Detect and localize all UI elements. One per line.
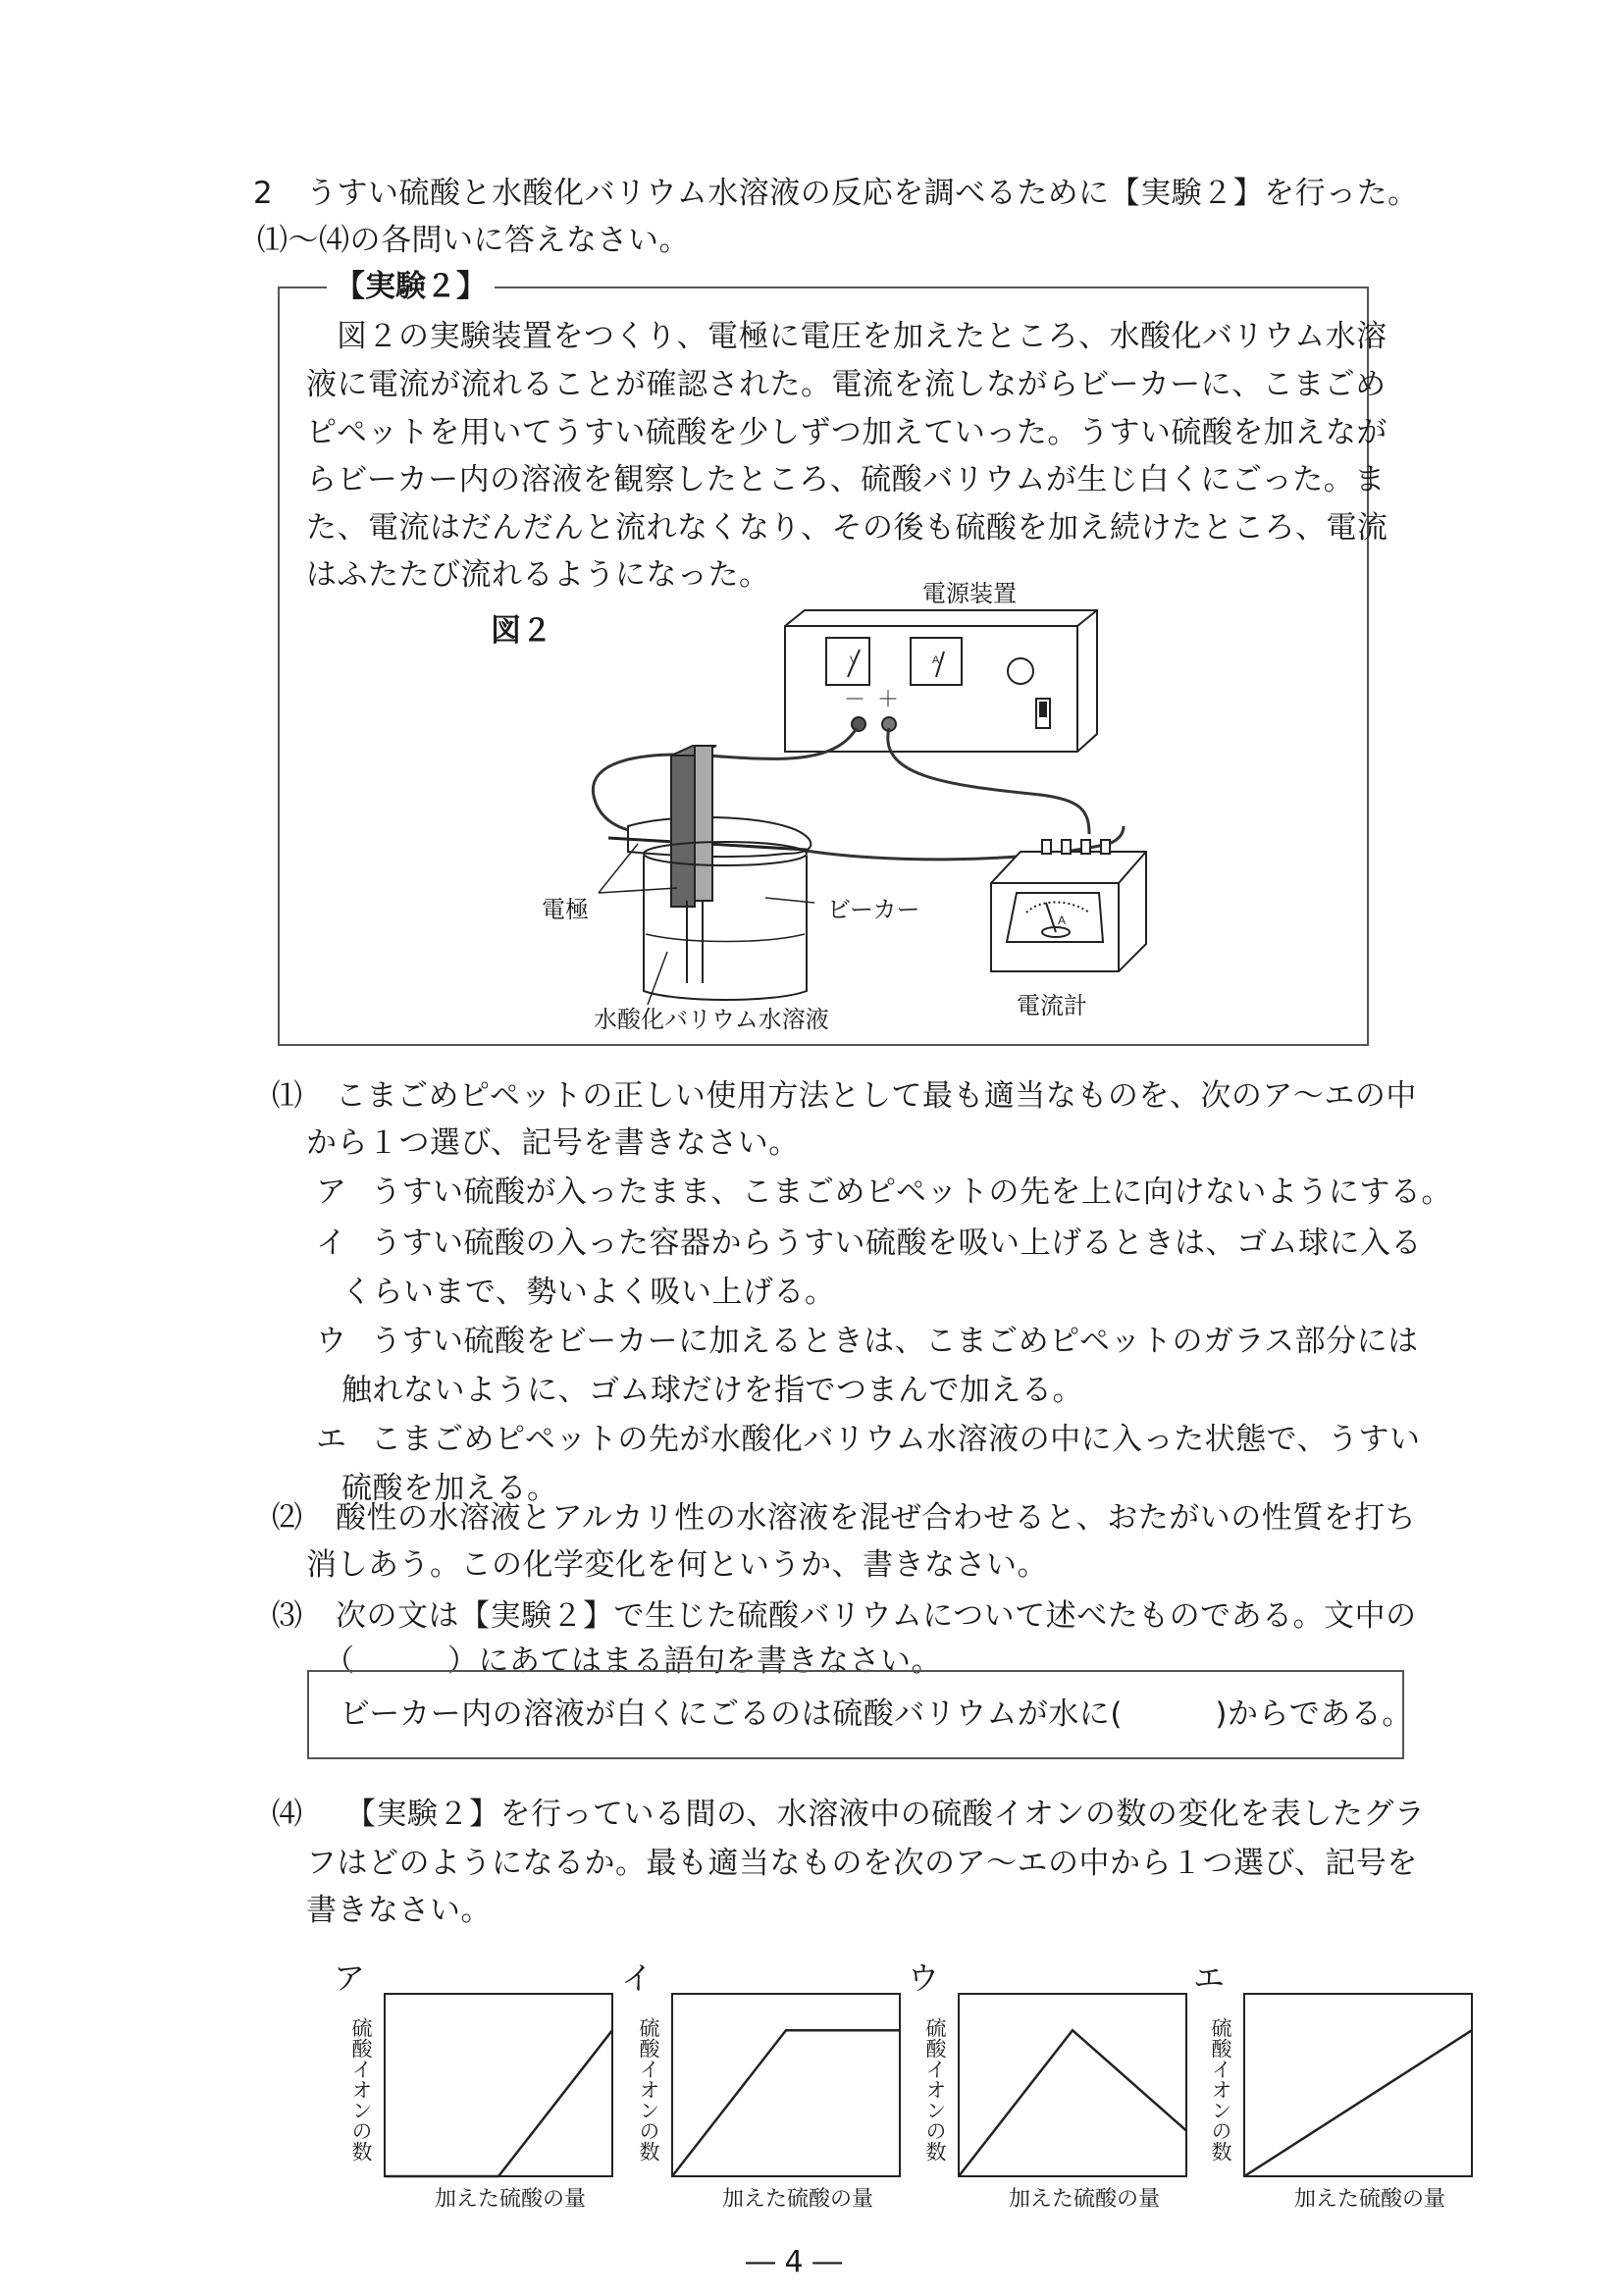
ammeter-a-glyph: A	[932, 654, 940, 666]
ammeter-dial-glyph: A	[1058, 913, 1067, 927]
graph-i-series-line	[672, 2030, 900, 2176]
experiment-line-5: た、電流はだんだんと流れなくなり、その後も硫酸を加え続けたところ、電流	[306, 510, 1388, 546]
q2-text-line1: 酸性の水溶液とアルカリ性の水溶液を混ぜ合わせると、おたがいの性質を打ち	[336, 1500, 1417, 1536]
graph-u-frame	[959, 1994, 1186, 2176]
graph-u-label: ウ	[908, 1959, 940, 1997]
voltmeter-v-glyph: V	[850, 654, 858, 666]
question-instruction: ⑴～⑷の各問いに答えなさい。	[257, 223, 690, 258]
graph-e-frame	[1244, 1994, 1472, 2176]
graph-u-series-line	[959, 2030, 1186, 2176]
q3-sentence-text: ビーカー内の溶液が白くにごるのは硫酸バリウムが水に( )からである。	[340, 1696, 1413, 1732]
graph-u-xlabel: 加えた硫酸の量	[1008, 2187, 1160, 2212]
electrode-label: 電極	[542, 896, 589, 923]
q1-choice-e-mark: エ	[316, 1422, 347, 1457]
q4-text-line1: 【実験２】を行っている間の、水溶液中の硫酸イオンの数の変化を表したグラ	[345, 1797, 1426, 1832]
minus-terminal-sign: －	[844, 688, 866, 712]
graph-a-svg	[334, 1964, 628, 2190]
experiment-line-4: らビーカー内の溶液を観察したところ、硫酸バリウムが生じ白くにごった。ま	[306, 462, 1386, 497]
graph-e	[1193, 1959, 1488, 2219]
graph-e-series-line	[1244, 2030, 1472, 2176]
q1-choice-e-text-2: 硫酸を加える。	[341, 1471, 558, 1506]
q2-number: ⑵	[272, 1500, 303, 1536]
q3-number: ⑶	[272, 1598, 303, 1634]
plus-terminal-sign: ＋	[877, 688, 900, 712]
question-intro: うすい硫酸と水酸化バリウム水溶液の反応を調べるために【実験２】を行った。	[306, 176, 1419, 211]
q1-choice-u-mark: ウ	[316, 1324, 347, 1359]
graph-a-label: ア	[334, 1959, 366, 1997]
ammeter-label: 電流計	[1017, 992, 1087, 1019]
q1-choice-e-text-1: こまごめピペットの先が水酸化バリウム水溶液の中に入った状態で、うすい	[371, 1422, 1421, 1457]
graph-u-ylabel: 硫酸イオンの数	[923, 2017, 947, 2162]
q1-choice-a-mark: ア	[316, 1174, 347, 1210]
solution-label: 水酸化バリウム水溶液	[594, 1006, 829, 1033]
question-number: 2	[253, 176, 274, 211]
q4-number: ⑷	[272, 1797, 303, 1832]
graph-i	[621, 1959, 916, 2219]
experiment-title: 【実験２】	[327, 264, 495, 309]
beaker-label: ビーカー	[827, 896, 920, 923]
graph-e-xlabel: 加えた硫酸の量	[1293, 2187, 1445, 2212]
experiment-apparatus-figure	[550, 608, 1178, 1020]
graph-a-series-line	[385, 2030, 612, 2176]
experiment-line-1: 図２の実験装置をつくり、電極に電圧を加えたところ、水酸化バリウム水溶	[337, 319, 1387, 354]
q4-text-line3: 書きなさい。	[306, 1893, 492, 1928]
graph-e-ylabel: 硫酸イオンの数	[1209, 2017, 1232, 2162]
q1-choice-i-mark: イ	[316, 1226, 347, 1261]
page-number: ― 4 ―	[746, 2245, 843, 2279]
q1-choice-u-text-1: うすい硫酸をビーカーに加えるときは、こまごめピペットのガラス部分には	[371, 1324, 1419, 1359]
experiment-line-3: ピペットを用いてうすい硫酸を少しずつ加えていった。うすい硫酸を加えなが	[306, 415, 1387, 450]
graph-a-ylabel: 硫酸イオンの数	[349, 2017, 373, 2162]
experiment-line-2: 液に電流が流れることが確認された。電流を流しながらビーカーに、こまごめ	[306, 367, 1387, 402]
q1-number: ⑴	[272, 1078, 303, 1114]
power-supply	[785, 610, 1097, 752]
q3-text-line2: （ ）にあてはまる語句を書きなさい。	[324, 1644, 942, 1679]
graph-i-label: イ	[621, 1959, 654, 1997]
graph-a-frame	[385, 1994, 612, 2176]
graph-a	[334, 1959, 628, 2219]
graph-a-xlabel: 加えた硫酸の量	[434, 2187, 586, 2212]
graph-e-label: エ	[1193, 1959, 1226, 1997]
graph-e-svg	[1193, 1964, 1488, 2190]
q1-text-line2: から１つ選び、記号を書きなさい。	[306, 1125, 800, 1161]
ammeter	[991, 840, 1146, 971]
q1-text-line1: こまごめピペットの正しい使用方法として最も適当なものを、次のア～エの中	[336, 1078, 1417, 1114]
q1-choice-i-text-2: くらいまで、勢いよく吸い上げる。	[341, 1275, 836, 1310]
experiment-line-6: はふたたび流れるようになった。	[306, 557, 770, 593]
q2-text-line2: 消しあう。この化学変化を何というか、書きなさい。	[306, 1547, 1048, 1583]
graph-i-svg	[621, 1964, 916, 2190]
q1-choice-a-text: うすい硫酸が入ったまま、こまごめピペットの先を上に向けないようにする。	[371, 1174, 1452, 1210]
q1-choice-u-text-2: 触れないように、ゴム球だけを指でつまんで加える。	[341, 1373, 1083, 1408]
power-supply-label: 電源装置	[922, 580, 1017, 607]
graph-i-frame	[672, 1994, 900, 2176]
q1-choice-i-text-1: うすい硫酸の入った容器からうすい硫酸を吸い上げるときは、ゴム球に入る	[371, 1226, 1422, 1261]
box-title-rule	[278, 287, 317, 288]
beaker-setup	[608, 746, 811, 1000]
graph-i-xlabel: 加えた硫酸の量	[721, 2187, 873, 2212]
q3-text-line1: 次の文は【実験２】で生じた硫酸バリウムについて述べたものである。文中の	[336, 1598, 1417, 1634]
figure-label: 図２	[491, 613, 552, 649]
graph-u	[908, 1959, 1202, 2219]
q4-text-line2: フはどのようになるか。最も適当なものを次のア～エの中から１つ選び、記号を	[306, 1846, 1418, 1881]
graph-i-ylabel: 硫酸イオンの数	[637, 2017, 660, 2162]
graph-u-svg	[908, 1964, 1202, 2190]
